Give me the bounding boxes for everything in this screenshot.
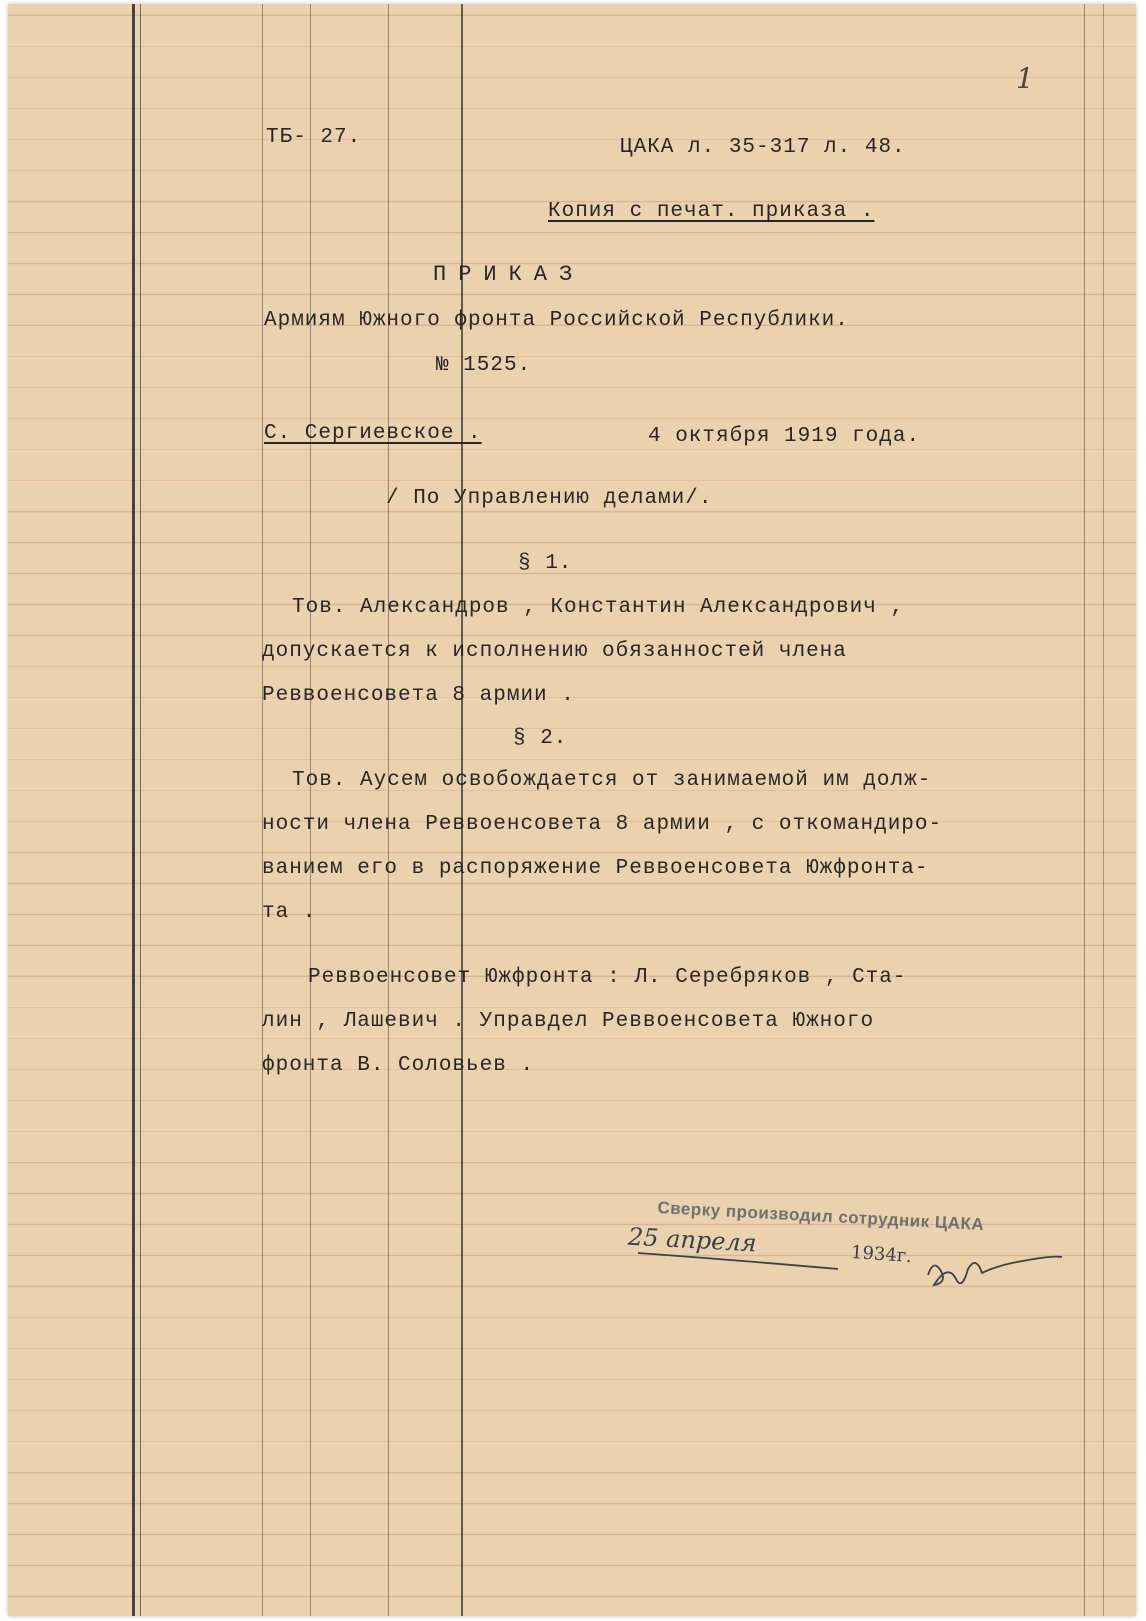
section-2-sign: § 2.: [513, 727, 568, 750]
margin-rule: [132, 4, 135, 1616]
section-2-line: ванием его в распоряжение Реввоенсовета Южфронта-: [262, 857, 929, 880]
vertical-rule: [310, 4, 311, 1616]
archive-reference: ЦАКА л. 35-317 л. 48.: [620, 136, 906, 159]
section-1-line: допускается к исполнению обязанностей члена: [262, 640, 847, 663]
page-number: 1: [1016, 62, 1034, 95]
document-sheet: [8, 4, 1136, 1616]
section-2-line: ности члена Реввоенсовета 8 армии , с откомандиро-: [262, 813, 943, 836]
section-1-line: Реввоенсовета 8 армии .: [262, 684, 575, 707]
order-number: № 1525.: [436, 354, 532, 377]
vertical-rule: [1103, 4, 1104, 1616]
signature-line: Реввоенсовет Южфронта : Л. Серебряков , Ста-: [308, 966, 907, 989]
place: С. Сергиевское .: [264, 422, 482, 445]
copy-note: Копия с печат. приказа .: [548, 200, 875, 223]
stamp-year: 1934г.: [850, 1241, 913, 1268]
signature-line: фронта В. Соловьев .: [262, 1054, 535, 1077]
vertical-rule: [262, 4, 263, 1616]
stamp-handwritten-date: 25 апреля: [627, 1222, 758, 1258]
document-title: ПРИКАЗ: [433, 262, 585, 287]
section-2-line: та .: [262, 901, 317, 924]
section-2-line: Тов. Аусем освобождается от занимаемой им долж-: [292, 769, 932, 792]
verification-stamp: Сверку производил сотрудник ЦАКА: [657, 1198, 985, 1235]
signature-line: лин , Лашевич . Управдел Реввоенсовета Южного: [262, 1010, 875, 1033]
header-left-ref: ТБ- 27.: [266, 126, 362, 149]
department-line: / По Управлению делами/.: [386, 487, 713, 510]
section-1-line: Тов. Александров , Константин Александрович ,: [292, 596, 905, 619]
vertical-rule: [461, 4, 463, 1616]
handwritten-signature: [628, 1229, 1068, 1299]
section-1-sign: § 1.: [518, 552, 573, 575]
date: 4 октября 1919 года.: [648, 425, 921, 448]
margin-rule: [140, 4, 141, 1616]
document-subtitle: Армиям Южного фронта Российской Республики.: [264, 309, 849, 332]
vertical-rule: [1084, 4, 1085, 1616]
vertical-rule: [388, 4, 389, 1616]
